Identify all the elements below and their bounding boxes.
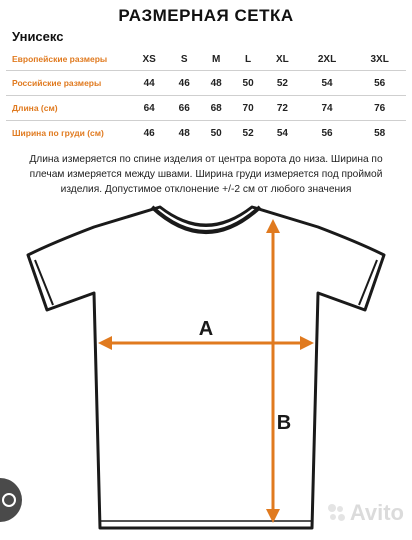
- table-cell: 3XL: [370, 53, 389, 65]
- label-b: B: [276, 412, 292, 434]
- table-cell: 46: [130, 121, 168, 146]
- avito-logo-icon: [328, 504, 346, 522]
- avito-watermark-text: Avito: [349, 500, 404, 525]
- table-cell: 48: [200, 71, 232, 96]
- row-label: Российские размеры: [6, 71, 130, 96]
- tshirt-outline: [28, 207, 384, 528]
- row-label: Европейские размеры: [12, 54, 108, 64]
- table-cell: 74: [301, 96, 354, 121]
- table-cell: 50: [200, 121, 232, 146]
- table-cell: XL: [275, 53, 289, 65]
- lens-icon: [2, 493, 16, 507]
- label-a: A: [198, 318, 214, 340]
- subtitle: Унисекс: [12, 29, 64, 44]
- table-row: [6, 121, 406, 146]
- table-cell: 56: [353, 71, 406, 96]
- table-cell: 52: [232, 121, 264, 146]
- note-line: Длина измеряется по спине изделия от центра ворота до низа. Ширина по: [29, 154, 383, 165]
- table-cell: 68: [200, 96, 232, 121]
- table-row: [6, 48, 406, 71]
- table-cell: 66: [168, 96, 200, 121]
- table-cell: 50: [232, 71, 264, 96]
- table-cell: 72: [264, 96, 301, 121]
- row-label: Ширина по груди (см): [6, 121, 130, 146]
- table-cell: 46: [168, 71, 200, 96]
- table-cell: 44: [130, 71, 168, 96]
- table-cell: 52: [264, 71, 301, 96]
- avito-watermark: [328, 500, 404, 526]
- table-cell: 2XL: [317, 53, 337, 65]
- page-title: РАЗМЕРНАЯ СЕТКА: [118, 6, 294, 25]
- measurement-note: [8, 152, 404, 197]
- table-cell: M: [211, 53, 221, 65]
- table-cell: L: [245, 53, 252, 65]
- table-row: [6, 71, 406, 96]
- table-cell: 64: [130, 96, 168, 121]
- table-row: [6, 96, 406, 121]
- table-cell: 56: [301, 121, 354, 146]
- size-table: [6, 48, 406, 145]
- note-line: изделия. Допустимое отклонение +/-2 см от любого значения: [60, 184, 352, 195]
- table-cell: S: [180, 53, 188, 65]
- note-line: плечам измеряется между швами. Ширина груди измеряется под проймой: [29, 169, 383, 180]
- table-cell: 76: [353, 96, 406, 121]
- table-cell: 54: [264, 121, 301, 146]
- table-cell: 54: [301, 71, 354, 96]
- tshirt-diagram: [0, 195, 412, 540]
- table-cell: XS: [142, 53, 156, 65]
- row-label: Длина (см): [6, 96, 130, 121]
- table-cell: 58: [353, 121, 406, 146]
- table-cell: 48: [168, 121, 200, 146]
- table-cell: 70: [232, 96, 264, 121]
